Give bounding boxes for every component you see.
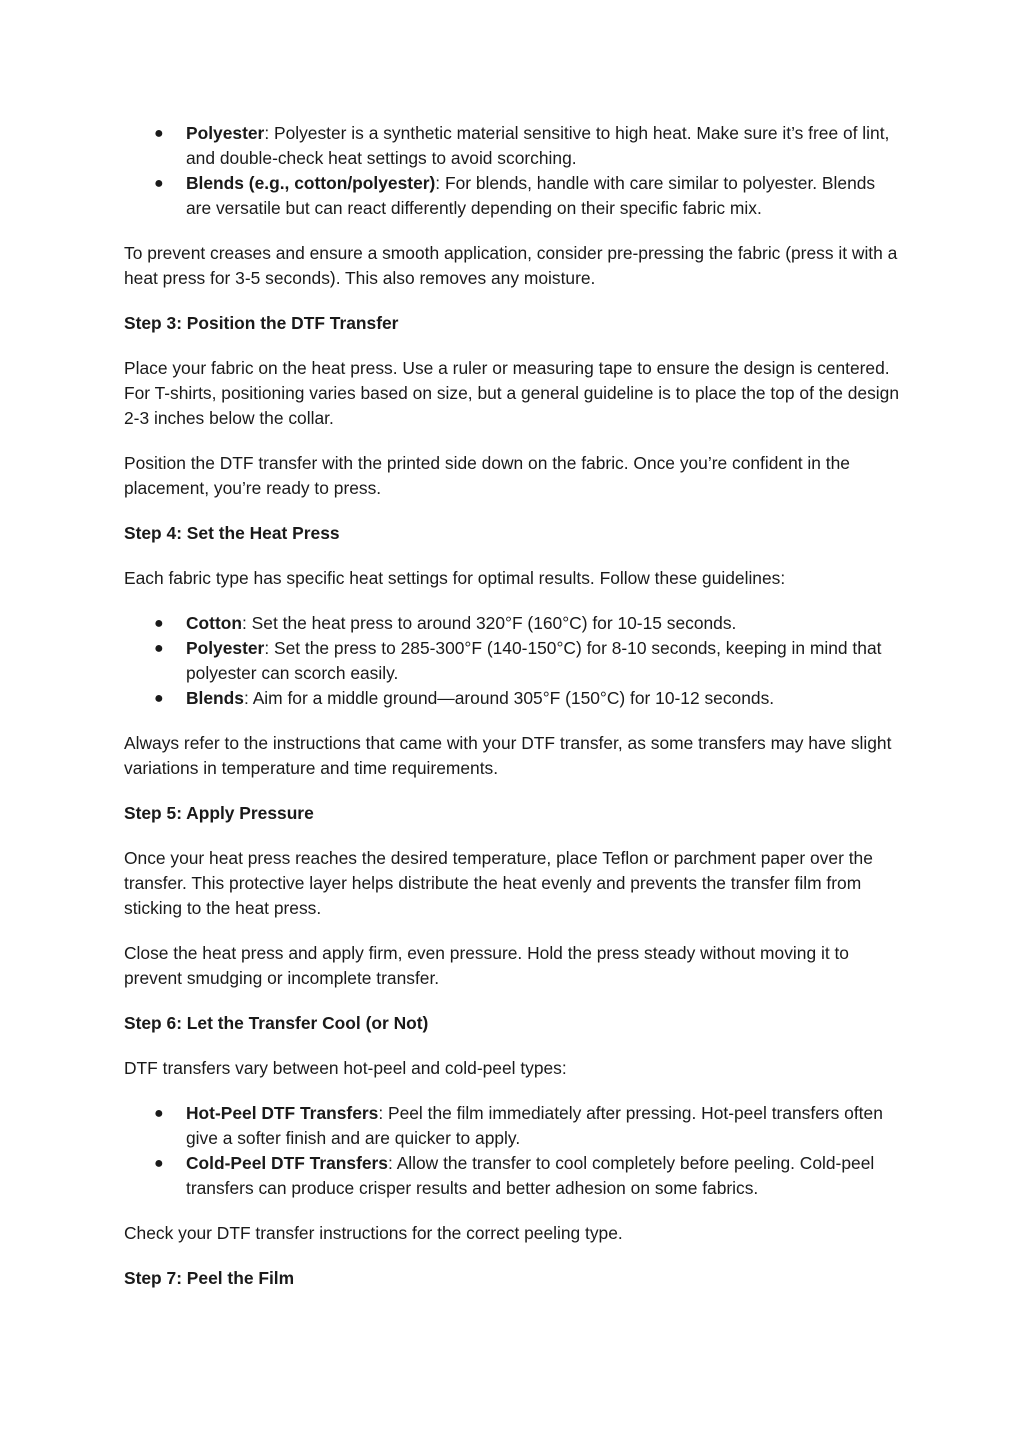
step6-outro: Check your DTF transfer instructions for the correct peeling type.: [124, 1223, 623, 1243]
fabric-prep-list: [124, 121, 900, 221]
step3-heading: Step 3: Position the DTF Transfer: [124, 313, 399, 333]
list-item: [124, 1151, 900, 1201]
bullet-icon: ●: [154, 175, 164, 192]
list-item-text: : Polyester is a synthetic material sensitive to high heat. Make sure it’s free of lint, and double-check heat settings to avoid scorching.: [186, 123, 890, 168]
step5-paragraph-2: Close the heat press and apply firm, even pressure. Hold the press steady without moving it to prevent smudging or incomplete transfer.: [124, 943, 849, 988]
step4-outro: Always refer to the instructions that came with your DTF transfer, as some transfers may have slight variations in temperature and time requirements.: [124, 733, 892, 778]
bullet-icon: ●: [154, 640, 164, 657]
step6-intro: DTF transfers vary between hot-peel and cold-peel types:: [124, 1058, 567, 1078]
bullet-icon: ●: [154, 1105, 164, 1122]
list-item-text: : Set the press to 285-300°F (140-150°C) for 8-10 seconds, keeping in mind that polyester can scorch easily.: [186, 638, 882, 683]
step4-heading: Step 4: Set the Heat Press: [124, 523, 340, 543]
bullet-icon: ●: [154, 690, 164, 707]
list-item-text: : Aim for a middle ground—around 305°F (150°C) for 10-12 seconds.: [243, 688, 775, 708]
step3-paragraph-1: Place your fabric on the heat press. Use a ruler or measuring tape to ensure the design is centered. For T-shirts, positioning varies based on size, but a general guideline is to place the top of the design 2-3 inches below the collar.: [124, 358, 899, 428]
list-item-term: Polyester: [186, 123, 265, 143]
list-item-term: Cotton: [186, 613, 243, 633]
step5-heading: Step 5: Apply Pressure: [124, 803, 314, 823]
list-item-text: : Allow the transfer to cool completely before peeling. Cold-peel transfers can produce crisper results and better adhesion on some fabrics.: [186, 1153, 875, 1198]
bullet-icon: ●: [154, 1155, 164, 1172]
list-item: [124, 686, 900, 711]
step7-heading: Step 7: Peel the Film: [124, 1268, 295, 1288]
list-item-term: Blends (e.g., cotton/polyester): [186, 173, 436, 193]
list-item-term: Blends: [186, 688, 244, 708]
list-item-term: Cold-Peel DTF Transfers: [186, 1153, 388, 1173]
list-item: [124, 171, 900, 221]
bullet-icon: ●: [154, 615, 164, 632]
list-item-text: : For blends, handle with care similar to polyester. Blends are versatile but can react differently depending on their specific fabric mix.: [186, 173, 876, 218]
prepress-paragraph: To prevent creases and ensure a smooth application, consider pre-pressing the fabric (press it with a heat press for 3-5 seconds). This also removes any moisture.: [124, 243, 898, 288]
heat-settings-list: [124, 611, 900, 711]
step5-paragraph-1: Once your heat press reaches the desired temperature, place Teflon or parchment paper over the transfer. This protective layer helps distribute the heat evenly and prevents the transfer film from sticking to the heat press.: [124, 848, 873, 918]
step6-heading: Step 6: Let the Transfer Cool (or Not): [124, 1013, 429, 1033]
peel-types-list: [124, 1101, 900, 1201]
list-item-term: Hot-Peel DTF Transfers: [186, 1103, 379, 1123]
list-item: [124, 611, 900, 636]
list-item-text: : Peel the film immediately after pressing. Hot-peel transfers often give a softer finish and are quicker to apply.: [186, 1103, 883, 1148]
list-item: [124, 1101, 900, 1151]
step4-intro: Each fabric type has specific heat settings for optimal results. Follow these guidelines:: [124, 568, 786, 588]
list-item: [124, 636, 900, 686]
step3-paragraph-2: Position the DTF transfer with the printed side down on the fabric. Once you’re confident in the placement, you’re ready to press.: [124, 453, 850, 498]
document-page: [124, 121, 900, 1311]
list-item: [124, 121, 900, 171]
list-item-text: : Set the heat press to around 320°F (160°C) for 10-15 seconds.: [242, 613, 737, 633]
bullet-icon: ●: [154, 125, 164, 142]
list-item-term: Polyester: [186, 638, 265, 658]
